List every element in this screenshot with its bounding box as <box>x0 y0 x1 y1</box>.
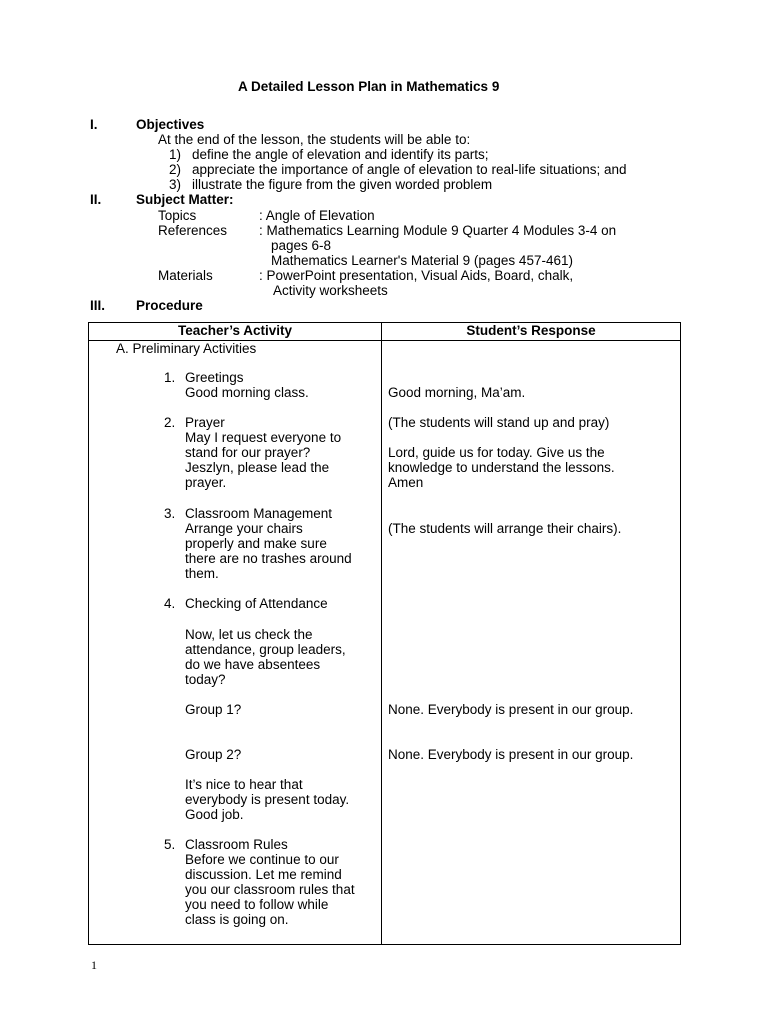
materials-value: : PowerPoint presentation, Visual Aids, Board, chalk, <box>259 268 574 283</box>
procedure-numeral: III. <box>90 298 106 313</box>
prayer-text: May I request everyone to <box>185 430 342 445</box>
document-title: A Detailed Lesson Plan in Mathematics 9 <box>238 79 500 94</box>
procedure-table <box>88 322 681 945</box>
teacher-activity-header: Teacher’s Activity <box>89 323 382 341</box>
subject-matter-heading: Subject Matter: <box>136 192 234 207</box>
materials-value: Activity worksheets <box>273 283 388 298</box>
materials-label: Materials <box>158 268 213 283</box>
item-number: 1. <box>164 370 176 385</box>
prayer-text-line: Lord, guide us for today. Give us the <box>388 445 605 460</box>
topics-label: Topics <box>158 208 197 223</box>
prayer-text-line: Amen <box>388 475 424 490</box>
group-1-response: None. Everybody is present in our group. <box>388 702 634 717</box>
item-number: 4. <box>164 596 176 611</box>
greetings-text: Good morning class. <box>185 385 309 400</box>
greetings-heading: Greetings <box>185 370 244 385</box>
teacher-activity-cell <box>89 341 382 945</box>
classroom-management-text: properly and make sure <box>185 536 327 551</box>
objectives-intro: At the end of the lesson, the students will be able to: <box>158 132 471 147</box>
classroom-rules-text: you need to follow while <box>185 897 329 912</box>
procedure-heading: Procedure <box>136 298 203 313</box>
student-response-header: Student’s Response <box>382 323 681 341</box>
classroom-rules-text: you our classroom rules that <box>185 882 355 897</box>
references-value: Mathematics Learner's Material 9 (pages 457-461) <box>271 253 573 268</box>
group-2-response: None. Everybody is present in our group. <box>388 747 634 762</box>
classroom-management-text: Arrange your chairs <box>185 521 303 536</box>
student-prayer-response: (The students will stand up and pray) <box>388 415 610 430</box>
objective-number: 3) <box>169 177 182 192</box>
page-number: 1 <box>91 958 97 972</box>
topics-value: : Angle of Elevation <box>259 208 375 223</box>
praise-text: Good job. <box>185 807 244 822</box>
references-value: pages 6-8 <box>271 238 332 253</box>
prayer-text-line: knowledge to understand the lessons. <box>388 460 615 475</box>
prayer-heading: Prayer <box>185 415 225 430</box>
student-chairs-response: (The students will arrange their chairs). <box>388 521 622 536</box>
prayer-text: prayer. <box>185 475 227 490</box>
attendance-heading: Checking of Attendance <box>185 596 328 611</box>
objective-item: illustrate the figure from the given worded problem <box>192 177 493 192</box>
classroom-rules-text: Before we continue to our <box>185 852 339 867</box>
student-greeting-response: Good morning, Ma’am. <box>388 385 526 400</box>
objectives-heading: Objectives <box>136 117 205 132</box>
classroom-management-text: there are no trashes around <box>185 551 352 566</box>
objective-item: appreciate the importance of angle of elevation to real-life situations; and <box>192 162 627 177</box>
attendance-text: today? <box>185 672 226 687</box>
item-number: 5. <box>164 837 176 852</box>
section-a-heading: A. Preliminary Activities <box>116 341 257 356</box>
objective-number: 1) <box>169 147 182 162</box>
attendance-text: do we have absentees <box>185 657 321 672</box>
item-number: 2. <box>164 415 176 430</box>
references-value: : Mathematics Learning Module 9 Quarter 4 Modules 3-4 on <box>259 223 617 238</box>
classroom-rules-text: discussion. Let me remind <box>185 867 342 882</box>
classroom-management-heading: Classroom Management <box>185 506 333 521</box>
objective-item: define the angle of elevation and identify its parts; <box>192 147 489 162</box>
attendance-text: attendance, group leaders, <box>185 642 346 657</box>
attendance-text: Now, let us check the <box>185 627 313 642</box>
subject-matter-numeral: II. <box>90 192 102 207</box>
student-response-cell <box>382 341 681 945</box>
classroom-rules-heading: Classroom Rules <box>185 837 288 852</box>
prayer-text: stand for our prayer? <box>185 445 311 460</box>
objective-number: 2) <box>169 162 182 177</box>
classroom-rules-text: class is going on. <box>185 912 289 927</box>
objectives-numeral: I. <box>90 117 98 132</box>
item-number: 3. <box>164 506 176 521</box>
group-1-question: Group 1? <box>185 702 242 717</box>
references-label: References <box>158 223 228 238</box>
praise-text: everybody is present today. <box>185 792 350 807</box>
classroom-management-text: them. <box>185 566 219 581</box>
praise-text: It’s nice to hear that <box>185 777 303 792</box>
prayer-text: Jeszlyn, please lead the <box>185 460 330 475</box>
group-2-question: Group 2? <box>185 747 242 762</box>
